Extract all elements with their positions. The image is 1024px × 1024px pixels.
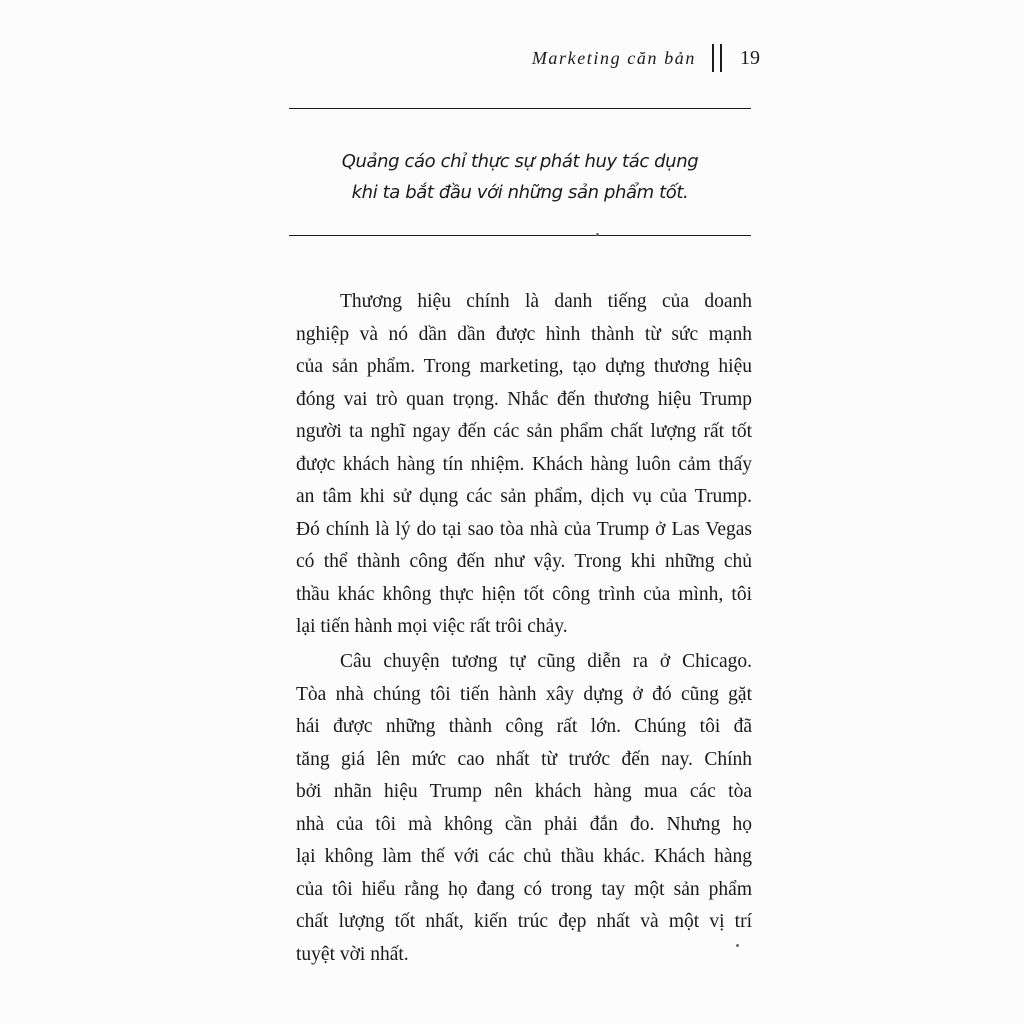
- text-line: nhà của tôi mà không cần phải đắn đo. Nhưng họ: [296, 813, 752, 835]
- text-line: hái được những thành công rất lớn. Chúng tôi đã: [296, 716, 752, 737]
- text-line: nghiệp và nó dần dần được hình thành từ sức mạnh: [296, 323, 752, 345]
- pull-quote-line: khi ta bắt đầu với những sản phẩm tốt.: [351, 182, 689, 203]
- text-line: của tôi hiểu rằng họ đang có trong tay một sản phẩm: [296, 878, 752, 900]
- quote-bottom-rule: [289, 235, 751, 236]
- text-line: tuyệt vời nhất.: [296, 943, 409, 965]
- text-line: tăng giá lên mức cao nhất từ trước đến nay. Chính: [296, 748, 752, 770]
- text-line: Đó chính là lý do tại sao tòa nhà của Trump ở Las Vegas: [296, 518, 752, 540]
- body-paragraph: [296, 646, 752, 971]
- text-line: của sản phẩm. Trong marketing, tạo dựng thương hiệu: [296, 356, 752, 377]
- running-header: [480, 40, 760, 76]
- text-line: có thể thành công đến như vậy. Trong khi những chủ: [296, 551, 752, 572]
- text-line: chất lượng tốt nhất, kiến trúc đẹp nhất và một vị trí: [296, 911, 752, 932]
- text-line: người ta nghĩ ngay đến các sản phẩm chất lượng rất tốt: [296, 421, 752, 442]
- text-line: Thương hiệu chính là danh tiếng của doanh: [340, 291, 752, 312]
- page-number: 19: [740, 46, 760, 69]
- book-title: Marketing căn bản: [531, 47, 696, 68]
- text-line: bởi nhãn hiệu Trump nên khách hàng mua các tòa: [296, 781, 752, 802]
- text-line: đóng vai trò quan trọng. Nhắc đến thương hiệu Trump: [296, 388, 752, 410]
- body-paragraph: [296, 286, 752, 644]
- pull-quote-line: Quảng cáo chỉ thực sự phát huy tác dụng: [341, 151, 699, 172]
- header-separator: [712, 44, 722, 72]
- print-speck: [736, 944, 739, 947]
- text-line: lại không làm thế với các chủ thầu khác. Khách hàng: [296, 846, 752, 867]
- pull-quote: [289, 146, 751, 208]
- print-speck: [596, 233, 599, 236]
- quote-top-rule: [289, 108, 751, 109]
- text-line: thầu khác không thực hiện tốt công trình của mình, tôi: [296, 583, 752, 605]
- text-line: được khách hàng tín nhiệm. Khách hàng luôn cảm thấy: [296, 453, 752, 475]
- text-line: Tòa nhà chúng tôi tiến hành xây dựng ở đó cũng gặt: [296, 683, 752, 705]
- text-line: lại tiến hành mọi việc rất trôi chảy.: [296, 616, 568, 637]
- text-line: Câu chuyện tương tự cũng diễn ra ở Chicago.: [340, 651, 752, 672]
- text-line: an tâm khi sử dụng các sản phẩm, dịch vụ của Trump.: [296, 486, 752, 507]
